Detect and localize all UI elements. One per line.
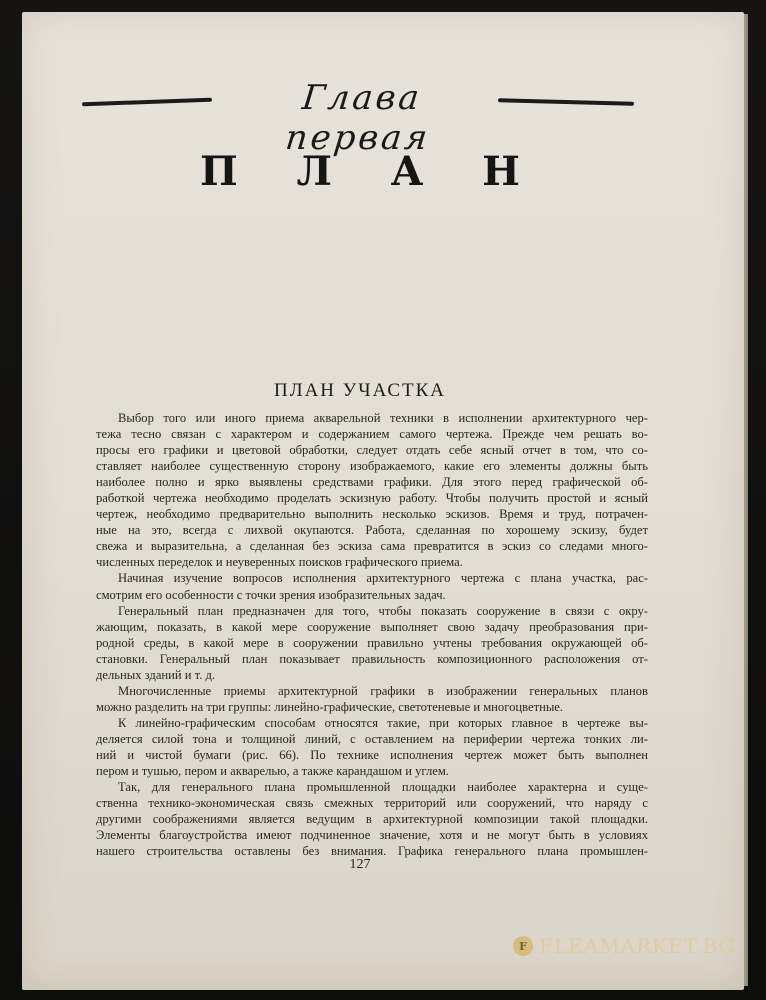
text-line: тежа тесно связан с характером и содержанием самого чертежа. Прежде чем решать во- — [96, 427, 648, 442]
text-line: К линейно-графическим способам относятся такие, при которых главное в чертеже вы- — [118, 715, 648, 730]
chapter-rule-left — [82, 98, 212, 107]
watermark-name: FLEAMARKET.BG — [539, 934, 736, 958]
chapter-rule-right — [498, 98, 634, 106]
text-line: Выбор того или иного приема акварельной техники в исполнении архитектурного чер- — [118, 411, 648, 425]
chapter-title-letter: П — [200, 148, 238, 195]
text-line: просы его графики и цветовой обработки, следует отдать себе ясный отчет в том, что со- — [96, 443, 648, 458]
text-line: ные на это, всегда с лихвой окупаются. Работа, сделанная по хорошему эскизу, будет — [96, 523, 648, 538]
text-line: дельных зданий и т. д. — [96, 667, 216, 682]
text-line: родной среды, в какой мере в сооружении правильно учтены требования окружающей об- — [96, 635, 648, 650]
text-line: ний и чистой бумаги (рис. 66). По технике исполнения чертеж может быть выполнен — [96, 747, 648, 762]
watermark-logo-icon: F — [513, 936, 533, 956]
chapter-title — [200, 148, 520, 195]
text-line: чертеж, необходимо предварительно выполнить несколько эскизов. Время и труд, потрачен- — [96, 507, 648, 522]
watermark — [513, 932, 736, 960]
section-title: ПЛАН УЧАСТКА — [273, 380, 447, 401]
text-line: Начиная изучение вопросов исполнения архитектурного чертежа с плана участка, рас- — [118, 571, 648, 586]
text-line: ставляет наиболее существенную сторону изображаемого, какие его элементы должны быть — [96, 459, 648, 474]
chapter-title-letter: Н — [482, 148, 520, 195]
text-line: численных переделок и неуверенных поисков графического приема. — [96, 555, 463, 570]
chapter-title-letter: А — [390, 148, 424, 195]
text-line: смотрим его особенности с точки зрения изобразительных задач. — [96, 587, 446, 602]
text-line: становки. Генеральный план показывает правильность композиционного расположения от- — [96, 651, 648, 666]
text-line: Элементы благоустройства имеют подчиненное значение, хотя и не могут быть в условиях — [96, 828, 648, 843]
text-line: пером и тушью, пером и акварелью, а также карандашом и углем. — [96, 764, 449, 779]
text-line: свежа и выразительна, а сделанная без эскиза сама превратится в эскиз со следами много- — [96, 539, 648, 554]
chapter-title-letter: Л — [296, 148, 332, 195]
text-line: Многочисленные приемы архитектурной графики в изображении генеральных планов — [118, 683, 648, 698]
text-line: Так, для генерального плана промышленной площадки наиболее характерна и суще- — [118, 780, 648, 795]
page-number: 127 — [349, 857, 371, 872]
chapter-heading-text: Глава первая — [283, 78, 433, 158]
text-line: работкой чертежа необходимо проделать эскизную работу. Чтобы получить простой и ясный — [96, 491, 648, 506]
chapter-heading — [80, 78, 640, 158]
text-line: деляется силой тона и толщиной линий, с оставлением на периферии чертежа тонких ли- — [96, 731, 648, 746]
text-line: жающим, показать, в какой мере сооружение выполняет свою задачу преобразования при- — [96, 619, 648, 634]
text-line: другими соображениями является ведущим в архитектурной композиции такой площадки. — [96, 812, 648, 827]
body-text — [96, 410, 648, 859]
text-line: можно разделить на три группы: линейно-графические, светотеневые и многоцветные. — [96, 699, 564, 714]
text-line: Генеральный план предназначен для того, чтобы показать сооружение в связи с окру- — [118, 603, 648, 618]
text-line: ственна технико-экономическая связь смежных территорий или сооружений, что наряду с — [96, 796, 648, 811]
text-line: наиболее полно и ярко выявлены средствами графики. Для этого перед графической об- — [96, 475, 648, 490]
text-line: нашего строительства оставлены без внимания. Графика генерального плана промышлен- — [96, 844, 648, 859]
